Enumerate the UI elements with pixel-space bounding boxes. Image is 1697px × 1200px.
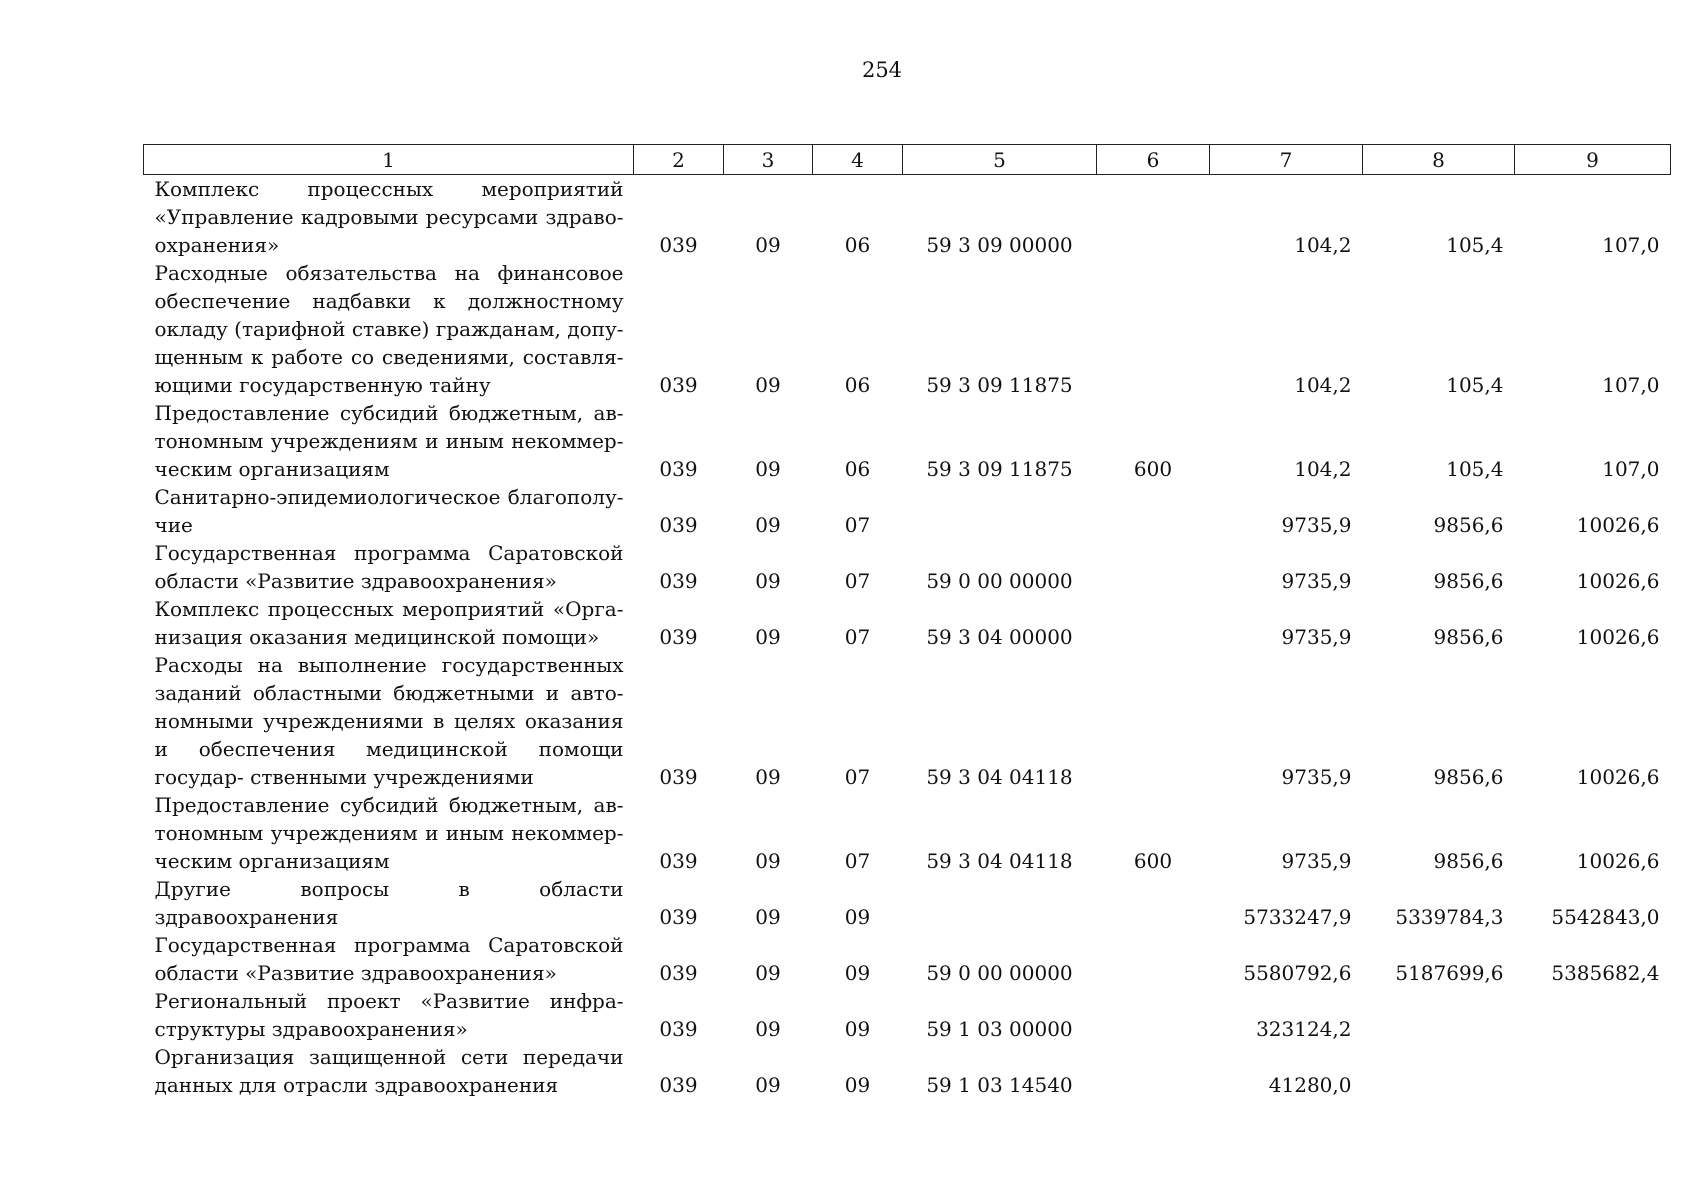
cell-amount-year-3: 107,0 [1602,233,1660,257]
cell-target-article: 59 0 00 00000 [926,569,1073,593]
cell-expense-type [1097,651,1210,791]
cell-expense-type [1097,595,1210,651]
cell-amount-year-2: 9856,6 [1433,513,1504,537]
cell-subsection: 09 [844,1073,871,1097]
cell-amount-year-3: 107,0 [1602,457,1660,481]
cell-amount-year-3 [1515,987,1671,1043]
cell-subsection: 07 [844,625,871,649]
cell-name-line: ственными учреждениями [250,765,534,789]
cell-name-line: Комплекс процессных мероприятий «Орга- [154,597,624,621]
cell-name [144,399,634,483]
cell-name [144,259,634,399]
cell-amount-year-2: 105,4 [1446,373,1504,397]
cell-amount-year-2: 9856,6 [1433,849,1504,873]
cell-expense-type [1097,1043,1210,1099]
cell-name [144,987,634,1043]
cell-section: 09 [755,1073,781,1097]
cell-expense-type: 600 [1133,457,1173,481]
cell-ved: 039 [659,905,698,929]
cell-expense-type [1097,875,1210,931]
cell-amount-year-3 [1515,1043,1671,1099]
header-col-7: 7 [1210,145,1363,175]
cell-amount-year-1: 5580792,6 [1243,961,1352,985]
table-row [144,651,1671,791]
cell-name-line: структуры здравоохранения» [154,1017,468,1041]
cell-name-line: номными учреждениями в целях оказания и [154,709,624,761]
cell-subsection: 07 [844,849,871,873]
page-number: 254 [861,58,903,82]
header-col-6: 6 [1097,145,1210,175]
cell-name-line: окладу (тарифной ставке) гражданам, допу- [154,317,624,341]
cell-section: 09 [755,1017,781,1041]
cell-subsection: 09 [844,905,871,929]
cell-section: 09 [755,849,781,873]
header-col-5: 5 [903,145,1097,175]
cell-amount-year-1: 9735,9 [1281,513,1352,537]
cell-amount-year-1: 104,2 [1294,233,1352,257]
table-row [144,595,1671,651]
cell-amount-year-3: 5542843,0 [1551,905,1660,929]
table-header-row [144,145,1671,175]
table-row [144,259,1671,399]
table-row [144,399,1671,483]
cell-name [144,175,634,260]
cell-name [144,1043,634,1099]
cell-amount-year-3: 10026,6 [1576,513,1660,537]
header-col-8: 8 [1363,145,1515,175]
header-col-1: 1 [144,145,634,175]
cell-target-article: 59 3 09 11875 [926,457,1073,481]
cell-target-article: 59 1 03 14540 [926,1073,1073,1097]
cell-subsection: 06 [844,457,871,481]
cell-name-line: Региональный проект «Развитие инфра- [154,989,624,1013]
cell-name-line: обеспечения медицинской помощи государ- [154,737,624,789]
cell-name [144,651,634,791]
cell-target-article: 59 3 09 11875 [926,373,1073,397]
cell-target-article [903,875,1097,931]
cell-name [144,875,634,931]
cell-name-line: Другие вопросы в области здравоохранения [154,877,624,929]
cell-name-line: Расходные обязательства на финансовое [154,261,624,285]
cell-amount-year-3: 10026,6 [1576,569,1660,593]
cell-amount-year-1: 104,2 [1294,457,1352,481]
cell-expense-type [1097,931,1210,987]
cell-section: 09 [755,765,781,789]
cell-amount-year-3: 10026,6 [1576,625,1660,649]
cell-subsection: 07 [844,513,871,537]
cell-target-article: 59 3 04 00000 [926,625,1073,649]
cell-amount-year-2: 9856,6 [1433,625,1504,649]
cell-amount-year-3: 5385682,4 [1551,961,1660,985]
cell-target-article: 59 3 04 04118 [926,765,1073,789]
cell-section: 09 [755,233,781,257]
cell-name-line: Государственная программа Саратовской [154,933,624,957]
cell-target-article: 59 3 09 00000 [926,233,1073,257]
cell-name-line: данных для отрасли здравоохранения [154,1073,559,1097]
table-row [144,987,1671,1043]
cell-ved: 039 [659,849,698,873]
cell-ved: 039 [659,1073,698,1097]
cell-amount-year-1: 9735,9 [1281,765,1352,789]
cell-amount-year-1: 9735,9 [1281,625,1352,649]
cell-name-line: тономным учреждениям и иным некоммер- [154,429,624,453]
cell-name-line: охранения» [154,233,280,257]
cell-target-article: 59 3 04 04118 [926,849,1073,873]
cell-section: 09 [755,625,781,649]
cell-name-line: ческим организациям [154,457,390,481]
cell-amount-year-2: 105,4 [1446,233,1504,257]
cell-target-article: 59 0 00 00000 [926,961,1073,985]
cell-name-line: ющими государственную тайну [154,373,491,397]
cell-subsection: 09 [844,1017,871,1041]
cell-name-line: щенным к работе со сведениями, составля- [154,345,624,369]
cell-name [144,791,634,875]
table-row [144,175,1671,260]
cell-amount-year-2: 9856,6 [1433,765,1504,789]
cell-amount-year-2: 105,4 [1446,457,1504,481]
cell-amount-year-2: 5339784,3 [1395,905,1504,929]
cell-section: 09 [755,457,781,481]
table-body [144,175,1671,1100]
header-col-4: 4 [813,145,903,175]
cell-amount-year-1: 9735,9 [1281,849,1352,873]
table-row [144,1043,1671,1099]
cell-name-line: тономным учреждениям и иным некоммер- [154,821,624,845]
cell-ved: 039 [659,457,698,481]
cell-name [144,595,634,651]
cell-name-line: области «Развитие здравоохранения» [154,961,557,985]
header-col-9: 9 [1515,145,1671,175]
cell-ved: 039 [659,569,698,593]
cell-name-line: низация оказания медицинской помощи» [154,625,600,649]
cell-name-line: Санитарно-эпидемиологическое благополу- [154,485,624,509]
cell-ved: 039 [659,1017,698,1041]
cell-ved: 039 [659,765,698,789]
cell-section: 09 [755,569,781,593]
table-row [144,931,1671,987]
table-row [144,483,1671,539]
cell-name-line: Предоставление субсидий бюджетным, ав- [154,793,624,817]
cell-amount-year-1: 9735,9 [1281,569,1352,593]
cell-section: 09 [755,373,781,397]
cell-subsection: 09 [844,961,871,985]
table-row [144,875,1671,931]
cell-ved: 039 [659,961,698,985]
cell-amount-year-1: 5733247,9 [1243,905,1352,929]
cell-amount-year-3: 10026,6 [1576,765,1660,789]
cell-section: 09 [755,905,781,929]
cell-name-line: Государственная программа Саратовской [154,541,624,565]
cell-name-line: ческим организациям [154,849,390,873]
cell-ved: 039 [659,513,698,537]
cell-name [144,483,634,539]
cell-amount-year-3: 107,0 [1602,373,1660,397]
cell-subsection: 07 [844,569,871,593]
cell-amount-year-2: 9856,6 [1433,569,1504,593]
cell-name-line: области «Развитие здравоохранения» [154,569,557,593]
cell-name-line: Расходы на выполнение государственных [154,653,624,677]
cell-name-line: чие [154,513,193,537]
budget-table [143,144,1671,1099]
cell-expense-type [1097,259,1210,399]
cell-target-article: 59 1 03 00000 [926,1017,1073,1041]
cell-name-line: «Управление кадровыми ресурсами здраво- [154,205,624,229]
cell-expense-type: 600 [1133,849,1173,873]
cell-subsection: 07 [844,765,871,789]
cell-amount-year-2 [1363,1043,1515,1099]
cell-name [144,539,634,595]
cell-amount-year-2: 5187699,6 [1395,961,1504,985]
cell-amount-year-3: 10026,6 [1576,849,1660,873]
header-col-3: 3 [724,145,813,175]
cell-name-line: Комплекс процессных мероприятий [154,177,624,201]
cell-ved: 039 [659,625,698,649]
cell-section: 09 [755,513,781,537]
cell-expense-type [1097,483,1210,539]
cell-expense-type [1097,987,1210,1043]
cell-subsection: 06 [844,233,871,257]
cell-expense-type [1097,539,1210,595]
cell-amount-year-1: 41280,0 [1268,1073,1352,1097]
cell-name [144,931,634,987]
cell-name-line: Предоставление субсидий бюджетным, ав- [154,401,624,425]
table-row [144,539,1671,595]
cell-name-line: Организация защищенной сети передачи [154,1045,624,1069]
cell-name-line: заданий областными бюджетными и авто- [154,681,624,705]
cell-name-line: обеспечение надбавки к должностному [154,289,624,313]
table-row [144,791,1671,875]
cell-subsection: 06 [844,373,871,397]
cell-target-article [903,483,1097,539]
cell-ved: 039 [659,233,698,257]
cell-amount-year-1: 323124,2 [1256,1017,1352,1041]
cell-expense-type [1097,175,1210,260]
header-col-2: 2 [634,145,724,175]
cell-amount-year-1: 104,2 [1294,373,1352,397]
cell-amount-year-2 [1363,987,1515,1043]
cell-ved: 039 [659,373,698,397]
cell-section: 09 [755,961,781,985]
